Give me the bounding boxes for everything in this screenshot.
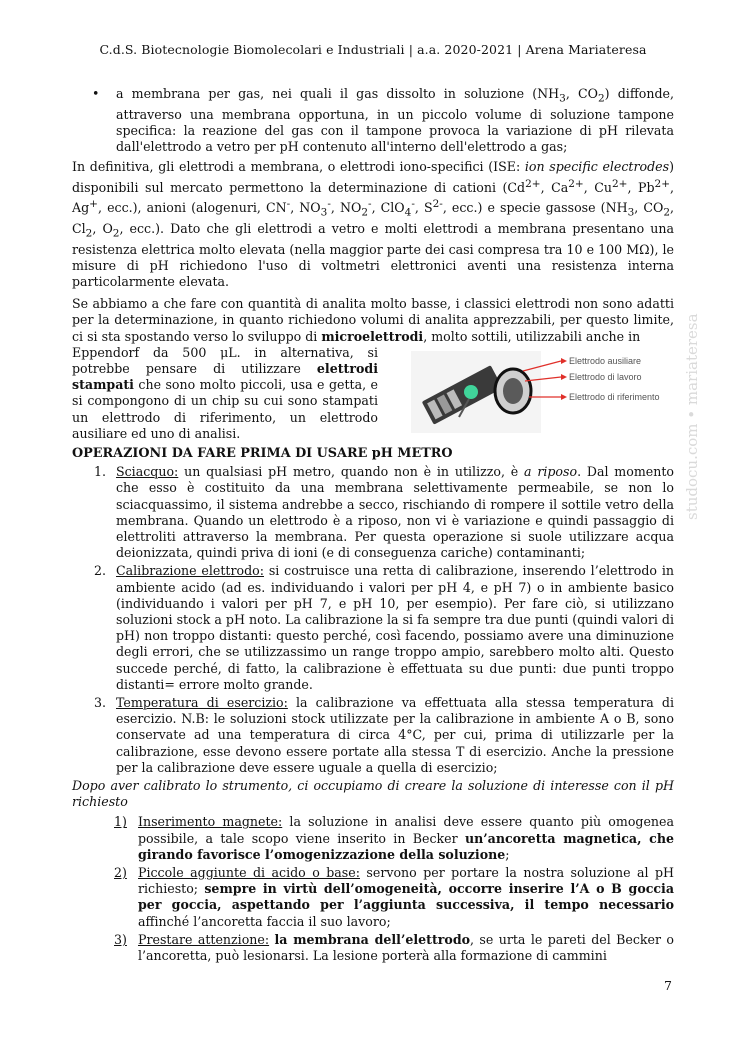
list-number: 1. (94, 464, 107, 480)
bold-text: sempre in virtù dell’omogeneità, occorre inserire l’A o B goccia per goccia, aspettando per l’aggiunta successiva, il tempo necessario (138, 881, 674, 913)
text: a membrana per gas, nei quali il gas dissolto in soluzione (NH (116, 86, 560, 101)
text: , molto sottili, utilizzabili anche in (423, 328, 641, 344)
text: ) disponibili sul mercato permettono la determinazione di cationi (Cd (72, 159, 674, 195)
list-item-title: Prestare attenzione: (138, 931, 270, 947)
text: , CO (565, 86, 598, 101)
italic-text: ion specific electrodes (524, 159, 670, 175)
bold-text: elettrodi stampati (72, 360, 378, 393)
text: ) diffonde, attraverso una membrana opportuna, in un piccolo volume di soluzione tampone specifica: la reazione del gas con il tampone provoca la variazione di pH rilevata dall'elettrodo a vetro per pH contenuto all'interno dell'elettrodo a gas; (116, 86, 674, 155)
text: , ecc.). Dato che gli elettrodi a vetro e molti elettrodi a membrana presentano una resistenza elettrica molto elevata (nella maggior parte dei casi compresa tra 10 e 100 MΩ), le misure di pH richiedono l'uso di voltmetri elettronici aventi una resistenza interna particolarmente elevata. (72, 220, 674, 289)
superscript: 2- (432, 197, 443, 210)
text: che sono molto piccoli, usa e getta, e si compongono di un chip su cui sono stampati un elettrodo di riferimento, un elettrodo ausiliare ed uno di analisi. (72, 377, 378, 441)
subscript: 2 (361, 206, 368, 219)
page-header: C.d.S. Biotecnologie Biomolecolari e Industriali | a.a. 2020-2021 | Arena Mariateresa (99, 42, 647, 57)
arrow-head-icon (561, 394, 567, 400)
electrode-disk-center (503, 378, 523, 404)
list-item (72, 563, 674, 693)
bold-text: la membrana dell’elettrodo (274, 931, 471, 947)
subscript: 3 (627, 206, 635, 219)
printed-electrode-figure (411, 351, 681, 433)
text: , Ca (540, 179, 569, 195)
text: , CO (634, 200, 664, 216)
superscript: 2+ (654, 177, 670, 190)
list-item-title: Temperatura di esercizio: (116, 695, 288, 711)
subscript: 3 (559, 92, 566, 105)
subscript: 2 (597, 92, 605, 105)
text: , ecc.), anioni (alogenuri, CN (97, 200, 287, 216)
subscript: 2 (85, 227, 93, 240)
subscript: 2 (112, 227, 120, 240)
text: , Cl (72, 200, 675, 236)
figure-label-reference: Elettrodo di riferimento (569, 391, 660, 402)
solution-steps-list (72, 814, 674, 964)
text: un qualsiasi pH metro, quando non è in utilizzo, è (178, 464, 525, 480)
list-item (72, 464, 674, 561)
bullet-dot-icon: • (92, 86, 100, 101)
text: Se abbiamo a che fare con quantità di analita molto basse, i classici elettrodi non sono adatti per la determinazione, in quanto richiedono volumi di analita apprezzabili, per questo limite, ci si sta spostando verso lo sviluppo di (72, 296, 674, 344)
figure-label-working: Elettrodo di lavoro (569, 371, 642, 382)
italic-text: a riposo (524, 464, 578, 480)
paragraph-microelectrodes (72, 296, 674, 345)
side-watermark: studocu.com • mariateresa (683, 313, 701, 520)
text: Eppendorf da 500 μL. in alternativa, si potrebbe pensare di utilizzare (72, 344, 378, 376)
figure-label-auxiliary: Elettrodo ausiliare (569, 355, 642, 366)
text: affinché l’ancoretta faccia il suo lavoro; (138, 913, 391, 929)
text: ; (505, 846, 510, 862)
superscript: 2+ (525, 177, 541, 190)
list-number: 3) (114, 931, 127, 947)
superscript: - (368, 197, 372, 210)
superscript: - (327, 197, 331, 210)
list-item-title: Inserimento magnete: (138, 814, 283, 830)
superscript: 2+ (611, 177, 628, 190)
operations-list (72, 464, 674, 776)
superscript: - (286, 197, 291, 210)
arrow-head-icon (561, 374, 567, 380)
arrow-head-icon (561, 358, 567, 364)
subscript: 3 (320, 206, 328, 219)
superscript: 2+ (568, 177, 584, 190)
list-item (72, 932, 674, 964)
text: si costruisce una retta di calibrazione, inserendo l’elettrodo in ambiente acido (ad es. individuando i valori per pH 4, e pH 7) o in ambiente basico (individuando i valori per pH 7, e pH 10, per esempio). Per fare ciò, si utilizzano soluzioni stock a pH noto. La calibrazione la si fa sempre tra due punti (quindi valori di pH) non troppo distanti: questo perché, così facendo, possiamo avere una diminuzione degli errori, che se utilizzassimo un range troppo ampio, sarebbero molto alti. Questo succede perché, di fatto, la calibrazione è effettuata su due punti: due punti troppo distanti= errore molto grande. (116, 563, 674, 692)
superscript: + (89, 197, 98, 210)
section-heading: OPERAZIONI DA FARE PRIMA DI USARE pH METRO (72, 445, 453, 461)
list-number: 2) (114, 865, 127, 881)
list-number: 3. (94, 695, 107, 711)
subscript: 4 (404, 206, 412, 219)
list-item (72, 814, 674, 863)
page-number: 7 (664, 978, 672, 993)
text: , NO (330, 200, 362, 216)
paragraph-ise (72, 159, 674, 290)
text: . Dal momento che esso è costituito da una membrana selettivamente permeabile, se non lo sciacquassimo, il sistema andrebbe a secco, rischiando di rompere il sottile vetro della membrana. Quando un elettrodo è a riposo, non vi è variazione e quindi passaggio di elettroliti attraverso la membrana. Per questa operazione si suole utilizzare acqua deionizzata, quindi priva di ioni (e di conseguenza cariche) contaminanti; (116, 464, 674, 561)
printed-electrode-section (72, 345, 674, 442)
superscript: - (411, 197, 415, 210)
text: , ecc.) e specie gassose (NH (442, 200, 628, 216)
list-item-title: Calibrazione elettrodo: (116, 563, 264, 579)
text: In definitiva, gli elettrodi a membrana, o elettrodi iono-specifici (ISE: (72, 159, 525, 175)
text: servono per portare la nostra soluzione al pH richiesto; (138, 865, 675, 897)
text: , Ag (72, 179, 675, 216)
document-page (72, 0, 701, 1052)
text: , Cu (583, 179, 612, 195)
bold-text: microelettrodi (321, 328, 424, 344)
text: , NO (290, 200, 321, 216)
text: la soluzione in analisi deve essere quanto più omogenea possibile, a tale scopo viene inserito in Becker (138, 814, 674, 846)
text: , se urta le pareti del Becker o l’ancoretta, può lesionarsi. La lesione porterà alla formazione di cammini (138, 931, 674, 964)
list-item-title: Piccole aggiunte di acido o base: (138, 865, 360, 881)
text: , Pb (627, 179, 655, 195)
page-content (72, 86, 674, 966)
list-item (72, 695, 674, 776)
list-number: 1) (114, 814, 127, 830)
text: , O (92, 220, 113, 236)
electrode-chip-image (411, 351, 681, 433)
text: la calibrazione va effettuata alla stessa temperatura di esercizio. N.B: le soluzioni stock utilizzate per la calibrazione in ambiente A o B, sono conservate ad una temperatura di circa 4°C, per cui, prima di utilizzarle per la calibrazione, esse devono essere portate alla stessa T di esercizio. Anche la pressione per la calibrazione deve essere uguale a quella di esercizio; (116, 695, 674, 775)
bold-text: un’ancoretta magnetica, che girando favorisce l’omogenizzazione della soluzione (138, 830, 675, 862)
italic-intro: Dopo aver calibrato lo strumento, ci occupiamo di creare la soluzione di interesse con il pH richiesto (72, 778, 674, 810)
working-electrode-dot (464, 385, 478, 399)
list-number: 2. (94, 563, 107, 579)
subscript: 2 (663, 206, 671, 219)
text: , S (414, 200, 433, 216)
list-item-title: Sciacquo: (116, 464, 179, 480)
bullet-gas-membrane (72, 86, 674, 155)
text: , ClO (371, 200, 405, 216)
list-item (72, 865, 674, 930)
paragraph-printed-electrodes (72, 345, 378, 442)
